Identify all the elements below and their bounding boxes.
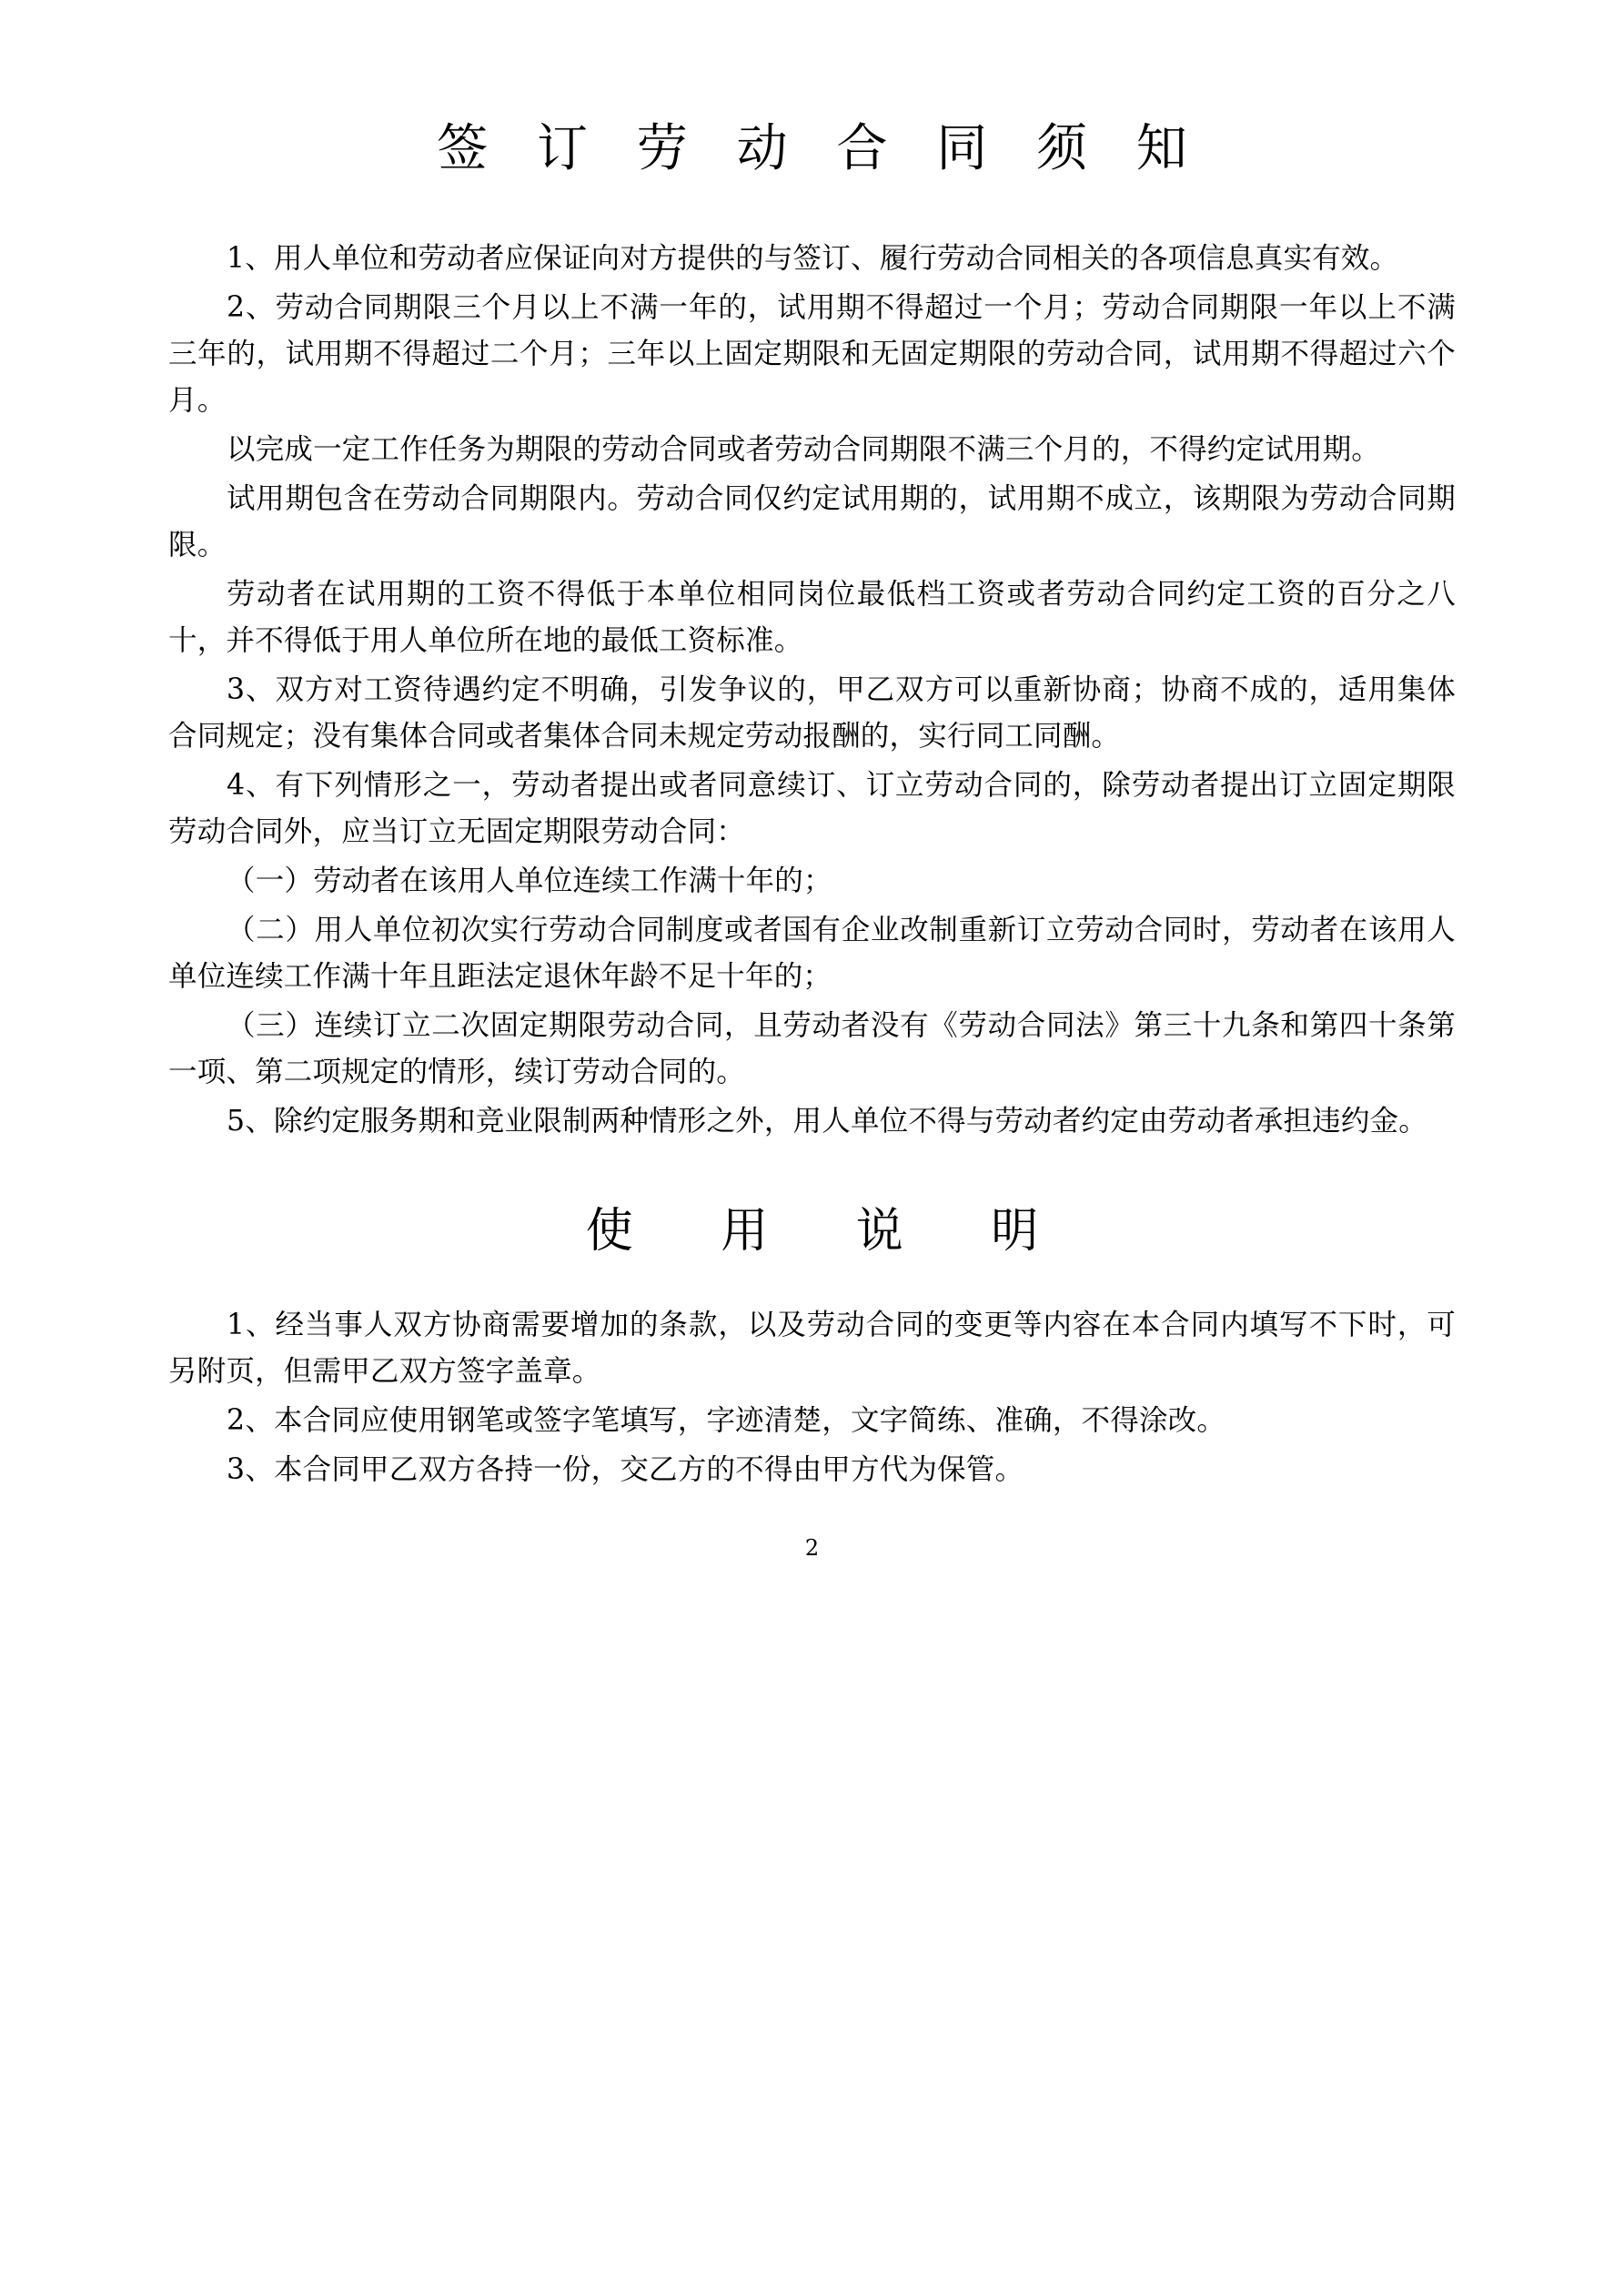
notice-paragraph: 1、用人单位和劳动者应保证向对方提供的与签订、履行劳动合同相关的各项信息真实有效。 [227,242,1399,276]
instruction-paragraph: 3、本合同甲乙双方各持一份，交乙方的不得由甲方代为保管。 [227,1452,1024,1486]
page-number: 2 [804,1534,820,1561]
notice-paragraph: 劳动者在试用期的工资不得低于本单位相同岗位最低档工资或者劳动合同约定工资的百分之八十，并不得低于用人单位所在地的最低工资标准。 [168,578,1456,658]
notice-paragraph: 4、有下列情形之一，劳动者提出或者同意续订、订立劳动合同的，除劳动者提出订立固定期限劳动合同外，应当订立无固定期限劳动合同： [168,769,1456,849]
notice-paragraph: （一）劳动者在该用人单位连续工作满十年的； [227,865,832,898]
notice-paragraph: 5、除约定服务期和竞业限制两种情形之外，用人单位不得与劳动者约定由劳动者承担违约金。 [227,1105,1427,1138]
instructions-section [168,1302,1456,1493]
notice-paragraph: 3、双方对工资待遇约定不明确，引发争议的，甲乙双方可以重新协商；协商不成的，适用集体合同规定；没有集体合同或者集体合同未规定劳动报酬的，实行同工同酬。 [168,673,1456,754]
notice-paragraph: 2、劳动合同期限三个月以上不满一年的，试用期不得超过一个月；劳动合同期限一年以上不满三年的，试用期不得超过二个月；三年以上固定期限和无固定期限的劳动合同，试用期不得超过六个月。 [168,291,1456,418]
notice-paragraph: （二）用人单位初次实行劳动合同制度或者国有企业改制重新订立劳动合同时，劳动者在该用人单位连续工作满十年且距法定退休年龄不足十年的； [168,914,1456,994]
notice-paragraph: 以完成一定工作任务为期限的劳动合同或者劳动合同期限不满三个月的，不得约定试用期。 [227,433,1381,467]
notice-paragraph: 试用期包含在劳动合同期限内。劳动合同仅约定试用期的，试用期不成立，该期限为劳动合同期限。 [168,482,1456,562]
instructions-title: 使 用 说 明 [585,1204,1075,1259]
notice-paragraph: （三）连续订立二次固定期限劳动合同，且劳动者没有《劳动合同法》第三十九条和第四十条第一项、第二项规定的情形，续订劳动合同的。 [168,1009,1456,1089]
notice-section [168,236,1456,1145]
instruction-paragraph: 2、本合同应使用钢笔或签字笔填写，字迹清楚，文字简练、准确，不得涂改。 [227,1403,1226,1437]
page-title: 签 订 劳 动 合 同 须 知 [437,119,1204,178]
instruction-paragraph: 1、经当事人双方协商需要增加的条款，以及劳动合同的变更等内容在本合同内填写不下时，可另附页，但需甲乙双方签字盖章。 [168,1308,1456,1388]
